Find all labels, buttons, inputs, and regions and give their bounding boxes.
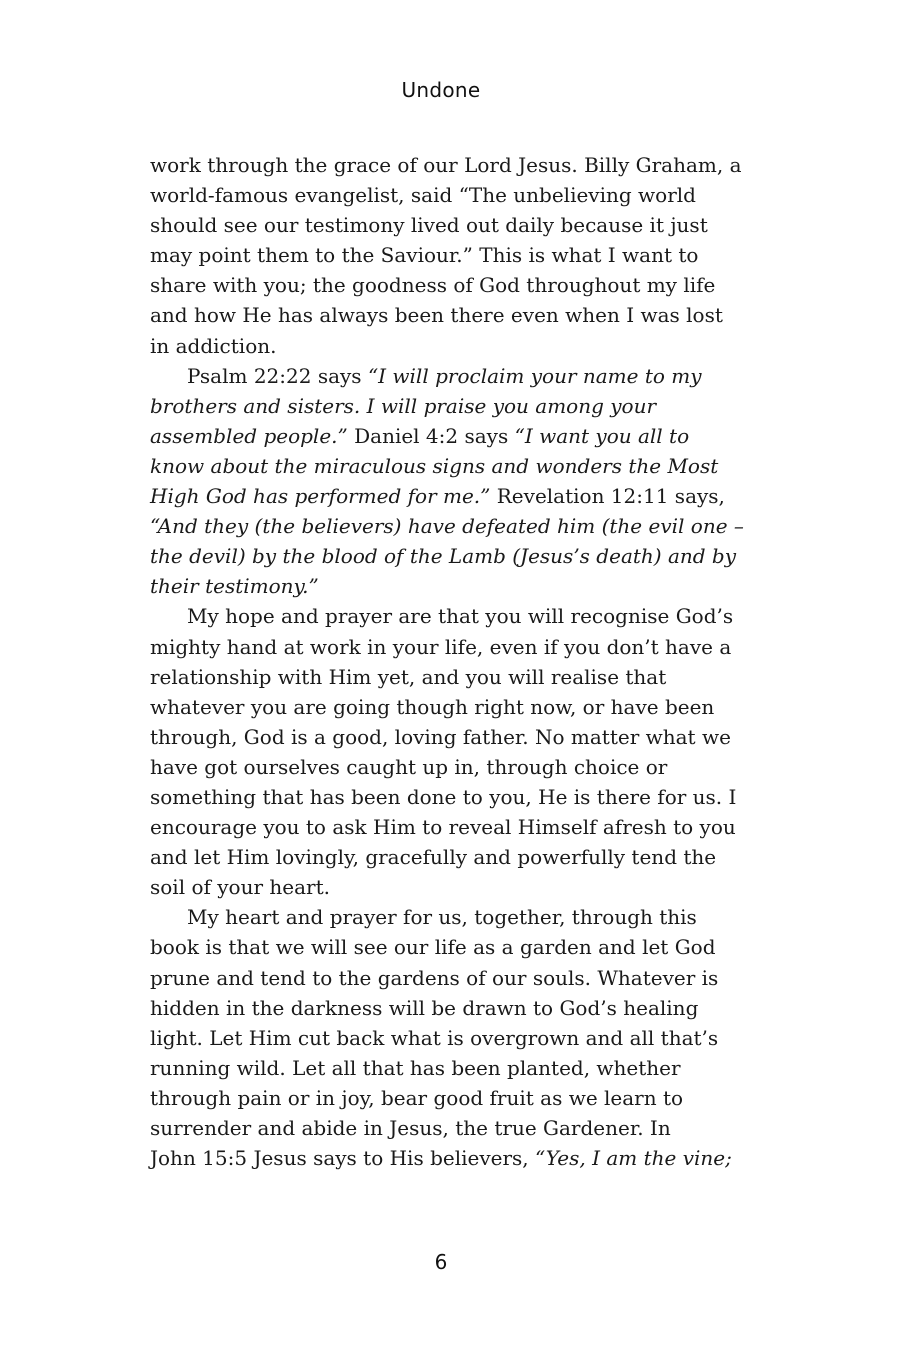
text-line xyxy=(150,240,730,270)
text-line xyxy=(150,782,737,812)
text-line xyxy=(150,662,730,692)
text-line xyxy=(150,210,730,240)
body-text xyxy=(150,150,744,1173)
text-line xyxy=(150,150,742,180)
text-run: share with you; the goodness of God throughout my life xyxy=(150,273,716,298)
text-run: encourage you to ask Him to reveal Himself afresh to you xyxy=(150,815,736,840)
text-run: My heart and prayer for us, together, through this xyxy=(187,905,697,930)
text-run: soil of your heart. xyxy=(150,875,330,900)
text-run: relationship with Him yet, and you will realise that xyxy=(150,664,667,689)
text-line xyxy=(150,331,730,361)
text-run: surrender and abide in Jesus, the true Gardener. In xyxy=(150,1116,671,1140)
text-line xyxy=(150,842,730,872)
text-run: John 15:5 Jesus says to His believers, xyxy=(150,1146,536,1171)
text-line xyxy=(150,481,730,511)
text-line xyxy=(150,963,730,993)
text-line xyxy=(150,511,744,541)
text-run: through pain or in joy, bear good fruit as we learn to xyxy=(150,1085,684,1110)
text-line xyxy=(150,1143,730,1173)
text-line xyxy=(150,1113,730,1143)
text-run: Revelation 12:11 says, xyxy=(490,484,725,509)
text-run: book is that we will see our life as a garden and let God xyxy=(150,935,716,960)
scripture-quote: “I will proclaim your name to my xyxy=(367,363,702,388)
text-line xyxy=(150,421,730,451)
scripture-quote: “I want you all to xyxy=(514,423,690,448)
text-line xyxy=(150,180,730,210)
running-head: Undone xyxy=(401,78,481,102)
text-run: light. Let Him cut back what is overgrown and all that’s xyxy=(150,1025,719,1050)
text-line xyxy=(150,391,730,421)
scripture-quote: “And they (the believers) have defeated him (the evil one – xyxy=(150,514,744,539)
text-run: and how He has always been there even when I was lost xyxy=(150,303,723,328)
text-line xyxy=(150,722,730,752)
text-line xyxy=(150,361,730,391)
text-run: something that has been done to you, He is there for us. I xyxy=(150,784,737,809)
text-run: Daniel 4:2 says xyxy=(347,423,515,448)
text-line xyxy=(150,632,730,662)
text-line xyxy=(150,932,730,962)
text-run: have got ourselves caught up in, through choice or xyxy=(150,754,668,779)
scripture-quote: the devil) by the blood of the Lamb (Jesus’s death) and by xyxy=(150,544,737,569)
text-line xyxy=(150,1083,730,1113)
text-line xyxy=(150,1053,730,1083)
text-run: mighty hand at work in your life, even if you don’t have a xyxy=(150,634,732,659)
text-line xyxy=(150,993,730,1023)
text-run: may point them to the Saviour.” This is what I want to xyxy=(150,243,699,268)
text-run: whatever you are going though right now, or have been xyxy=(150,694,715,719)
text-line xyxy=(150,601,734,631)
text-line xyxy=(150,1023,730,1053)
page-number: 6 xyxy=(434,1250,448,1274)
text-run: prune and tend to the gardens of our souls. Whatever is xyxy=(150,965,719,990)
text-line xyxy=(150,692,730,722)
text-run: work through the grace of our Lord Jesus. Billy Graham, a xyxy=(150,153,742,177)
text-line xyxy=(150,541,737,571)
scripture-quote: assembled people.” xyxy=(150,423,348,448)
text-line xyxy=(150,451,730,481)
text-run: hidden in the darkness will be drawn to God’s healing xyxy=(150,995,699,1020)
scripture-quote: High God has performed for me.” xyxy=(150,484,491,509)
text-line xyxy=(150,270,730,300)
text-run: My hope and prayer are that you will recognise God’s xyxy=(187,604,734,629)
text-line xyxy=(150,571,730,601)
text-run: world-famous evangelist, said “The unbelieving world xyxy=(150,183,696,208)
text-line xyxy=(150,752,730,782)
text-line xyxy=(150,902,730,932)
text-run: and let Him lovingly, gracefully and powerfully tend the xyxy=(150,845,717,870)
scripture-quote: know about the miraculous signs and wonders the Most xyxy=(150,453,719,478)
text-run: should see our testimony lived out daily because it just xyxy=(150,213,708,238)
scripture-quote: “Yes, I am the vine; xyxy=(535,1146,732,1171)
text-line xyxy=(150,300,730,330)
text-line xyxy=(150,872,730,902)
scripture-quote: brothers and sisters. I will praise you among your xyxy=(150,393,657,418)
text-line xyxy=(150,812,736,842)
text-run: Psalm 22:22 says xyxy=(187,363,368,388)
scripture-quote: their testimony.” xyxy=(150,574,319,599)
text-run: running wild. Let all that has been planted, whether xyxy=(150,1055,681,1080)
text-run: through, God is a good, loving father. No matter what we xyxy=(150,724,731,749)
text-run: in addiction. xyxy=(150,333,277,358)
